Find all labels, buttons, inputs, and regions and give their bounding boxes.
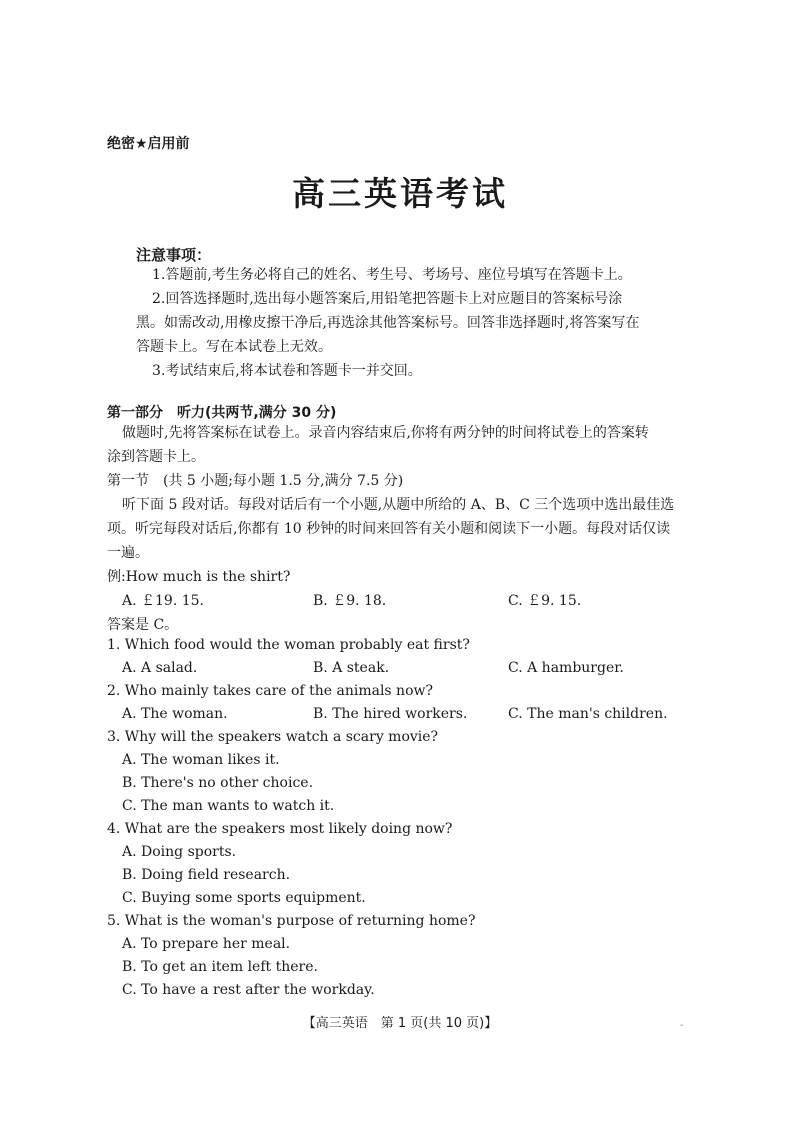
corner-mark: - bbox=[680, 1020, 684, 1031]
question-1-option-a: A. A salad. bbox=[122, 660, 198, 676]
section1-intro-3: 一遍。 bbox=[107, 545, 149, 561]
question-1-option-b: B. A steak. bbox=[313, 660, 390, 676]
question-2: 2. Who mainly takes care of the animals now? bbox=[107, 683, 433, 699]
question-5: 5. What is the woman's purpose of returning home? bbox=[107, 913, 476, 929]
question-4-option-a: A. Doing sports. bbox=[122, 844, 237, 860]
part1-intro-1: 做题时,先将答案标在试卷上。录音内容结束后,你将有两分钟的时间将试卷上的答案转 bbox=[122, 425, 649, 441]
question-2-option-b: B. The hired workers. bbox=[313, 706, 468, 722]
notice-line-3: 黑。如需改动,用橡皮擦干净后,再选涂其他答案标号。回答非选择题时,将答案写在 bbox=[136, 315, 640, 331]
example-question: 例:How much is the shirt? bbox=[107, 569, 291, 585]
section1-intro-2: 项。听完每段对话后,你都有 10 秒钟的时间来回答有关小题和阅读下一小题。每段对话仅读 bbox=[107, 521, 671, 537]
notice-line-2: 2.回答选择题时,选出每小题答案后,用铅笔把答题卡上对应题目的答案标号涂 bbox=[152, 291, 623, 307]
example-answer: 答案是 C。 bbox=[107, 617, 179, 633]
section1-intro-1: 听下面 5 段对话。每段对话后有一个小题,从题中所给的 A、B、C 三个选项中选出最佳选 bbox=[122, 497, 675, 513]
confidential-label: 绝密★启用前 bbox=[107, 136, 190, 152]
example-option-a: A. ￡19. 15. bbox=[122, 593, 204, 609]
example-option-c: C. ￡9. 15. bbox=[508, 593, 582, 609]
question-3: 3. Why will the speakers watch a scary movie? bbox=[107, 729, 439, 745]
part1-intro-2: 涂到答题卡上。 bbox=[107, 449, 205, 465]
question-2-option-c: C. The man's children. bbox=[508, 706, 668, 722]
notice-line-5: 3.考试结束后,将本试卷和答题卡一并交回。 bbox=[152, 363, 422, 379]
notice-line-1: 1.答题前,考生务必将自己的姓名、考生号、考场号、座位号填写在答题卡上。 bbox=[152, 267, 632, 283]
question-3-option-a: A. The woman likes it. bbox=[122, 752, 280, 768]
notice-line-4: 答题卡上。写在本试卷上无效。 bbox=[136, 339, 332, 355]
part1-heading: 第一部分 听力(共两节,满分 30 分) bbox=[107, 405, 337, 421]
question-1: 1. Which food would the woman probably eat first? bbox=[107, 637, 470, 653]
notice-heading: 注意事项： bbox=[136, 246, 212, 264]
question-2-option-a: A. The woman. bbox=[122, 706, 228, 722]
question-3-option-c: C. The man wants to watch it. bbox=[122, 798, 335, 814]
question-5-option-a: A. To prepare her meal. bbox=[122, 936, 291, 952]
question-5-option-b: B. To get an item left there. bbox=[122, 959, 318, 975]
question-4-option-b: B. Doing field research. bbox=[122, 867, 291, 883]
exam-title: 高三英语考试 bbox=[292, 174, 508, 213]
example-option-b: B. ￡9. 18. bbox=[313, 593, 387, 609]
question-3-option-b: B. There's no other choice. bbox=[122, 775, 314, 791]
section1-heading: 第一节 (共 5 小题;每小题 1.5 分,满分 7.5 分) bbox=[107, 473, 404, 489]
question-4: 4. What are the speakers most likely doing now? bbox=[107, 821, 453, 837]
question-1-option-c: C. A hamburger. bbox=[508, 660, 624, 676]
question-5-option-c: C. To have a rest after the workday. bbox=[122, 982, 375, 998]
question-4-option-c: C. Buying some sports equipment. bbox=[122, 890, 366, 906]
page-footer: 【高三英语 第 1 页(共 10 页)】 bbox=[302, 1016, 498, 1031]
